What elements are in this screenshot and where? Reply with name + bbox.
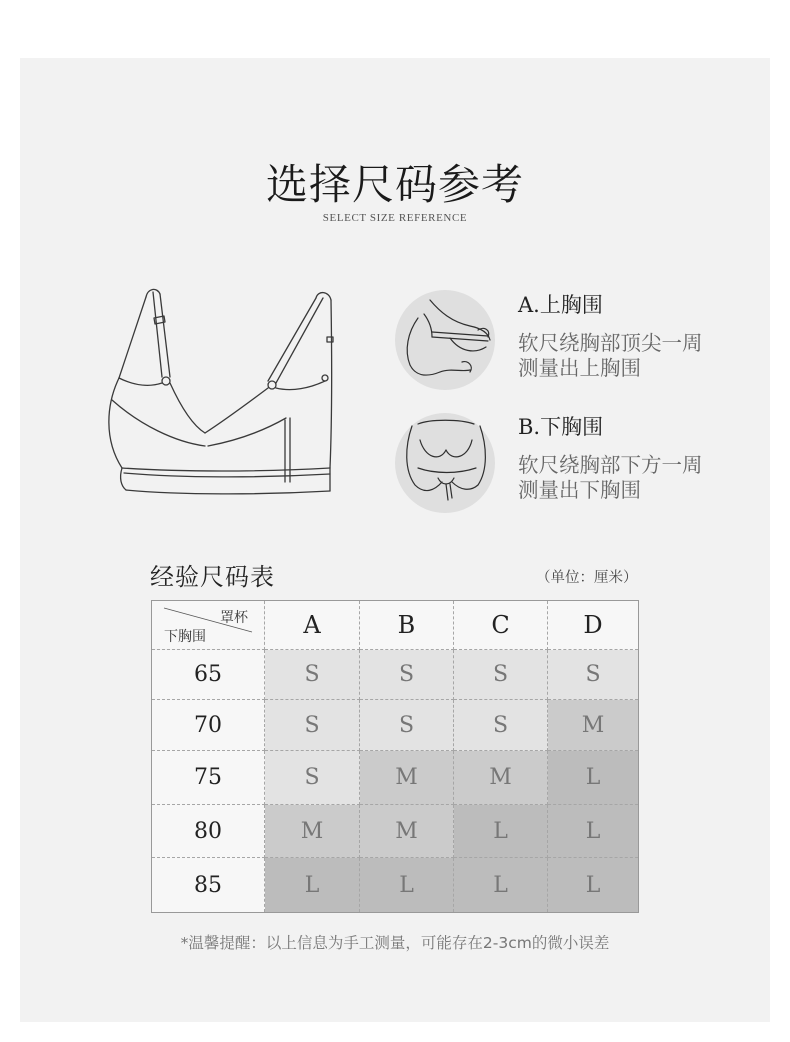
underbust-label: B.下胸围 xyxy=(518,415,604,439)
left-cup xyxy=(109,378,205,468)
left-strap xyxy=(119,289,170,385)
size-cell: L xyxy=(454,805,548,858)
cup-column-header: C xyxy=(454,601,548,650)
page-subtitle: SELECT SIZE REFERENCE xyxy=(322,212,468,224)
cup-column-header: A xyxy=(265,601,360,650)
size-cell: M xyxy=(360,751,454,805)
table-header-row xyxy=(152,601,639,650)
underbust-value: 65 xyxy=(152,650,265,700)
table-row xyxy=(152,751,639,805)
size-cell: L xyxy=(548,751,639,805)
under-band xyxy=(121,468,330,494)
underbust-value: 80 xyxy=(152,805,265,858)
table-row xyxy=(152,650,639,700)
table-row xyxy=(152,858,639,913)
measurement-disclaimer: *温馨提醒：以上信息为手工测量，可能存在2-3cm的微小误差 xyxy=(180,934,610,952)
right-cup xyxy=(205,381,325,482)
cup-column-header: D xyxy=(548,601,639,650)
size-cell: S xyxy=(548,650,639,700)
upper-bust-instruction-2: 测量出上胸围 xyxy=(518,356,641,380)
measuring-illustrations xyxy=(390,285,505,520)
size-cell: L xyxy=(265,858,360,913)
upper-bust-instruction-1: 软尺绕胸部顶尖一周 xyxy=(518,331,703,355)
page-title: 选择尺码参考 xyxy=(265,160,524,209)
size-cell: M xyxy=(265,805,360,858)
upper-bust-measuring-icon xyxy=(395,290,495,390)
size-cell: M xyxy=(454,751,548,805)
size-table-title: 经验尺码表 xyxy=(150,563,275,591)
size-cell: S xyxy=(360,700,454,751)
size-cell: S xyxy=(454,650,548,700)
size-cell: L xyxy=(454,858,548,913)
size-cell: S xyxy=(454,700,548,751)
table-corner-cell xyxy=(152,601,265,650)
right-strap xyxy=(268,293,333,468)
size-cell: S xyxy=(360,650,454,700)
size-cell: M xyxy=(360,805,454,858)
underbust-header-label: 下胸围 xyxy=(164,629,206,645)
table-row xyxy=(152,805,639,858)
bra-line-drawing-icon xyxy=(100,283,340,498)
size-cell: L xyxy=(548,805,639,858)
size-cell: L xyxy=(548,858,639,913)
size-table-unit: （单位：厘米） xyxy=(536,570,638,586)
underbust-instruction-1: 软尺绕胸部下方一周 xyxy=(518,453,703,477)
size-cell: S xyxy=(265,751,360,805)
table-row xyxy=(152,700,639,751)
size-cell: S xyxy=(265,700,360,751)
underbust-value: 75 xyxy=(152,751,265,805)
underbust-measuring-icon xyxy=(395,413,495,513)
size-table xyxy=(151,600,639,913)
upper-bust-label: A.上胸围 xyxy=(518,293,603,317)
size-cell: M xyxy=(548,700,639,751)
size-cell: S xyxy=(265,650,360,700)
underbust-value: 70 xyxy=(152,700,265,751)
size-cell: L xyxy=(360,858,454,913)
underbust-instruction-2: 测量出下胸围 xyxy=(518,478,641,502)
cup-header-label: 罩杯 xyxy=(220,610,248,626)
underbust-value: 85 xyxy=(152,858,265,913)
cup-column-header: B xyxy=(360,601,454,650)
